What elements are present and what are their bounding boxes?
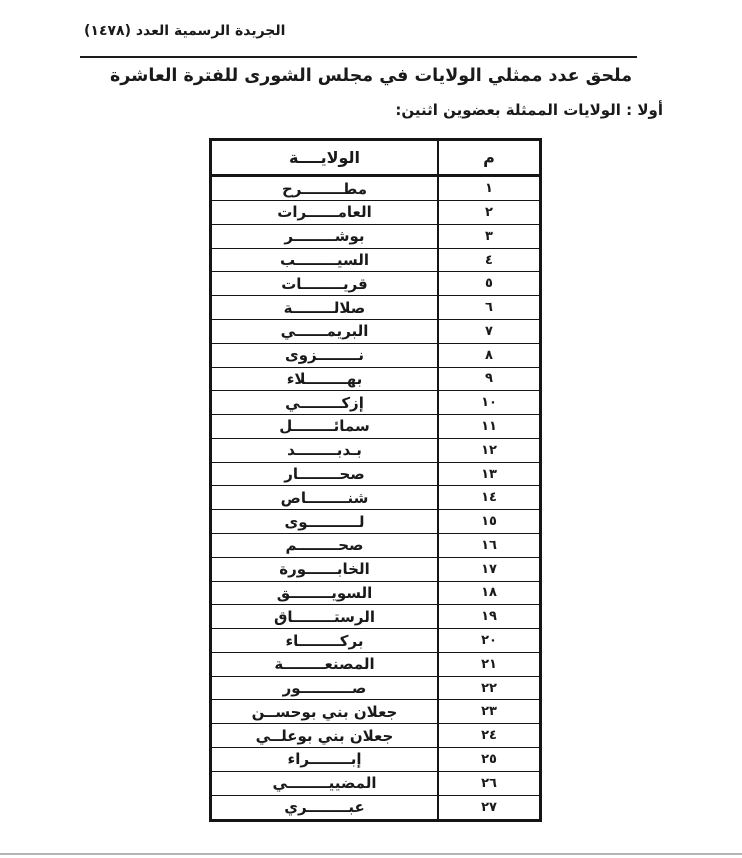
table-row	[211, 700, 541, 724]
row-index-cell: ٢	[438, 201, 541, 225]
page-title: ملحق عدد ممثلي الولايات في مجلس الشورى للفترة العاشرة	[109, 66, 633, 86]
row-state-cell: المضييــــــــي	[211, 771, 439, 795]
row-index-cell: ٤	[438, 248, 541, 272]
table-row	[211, 201, 541, 225]
row-index-cell: ٧	[438, 319, 541, 343]
row-index-cell: ١١	[438, 415, 541, 439]
table-row	[211, 795, 541, 820]
row-state-cell: شنــــــــاص	[211, 486, 439, 510]
row-index-cell: ٨	[438, 343, 541, 367]
row-state-cell: الرستــــــــاق	[211, 605, 439, 629]
table-header-row	[211, 140, 541, 176]
masthead-rule	[80, 56, 637, 58]
row-state-cell: مطــــــــرح	[211, 176, 439, 201]
row-index-cell: ٢١	[438, 652, 541, 676]
table-row	[211, 605, 541, 629]
table-row	[211, 629, 541, 653]
row-index-cell: ٢٦	[438, 771, 541, 795]
row-state-cell: السويــــــــق	[211, 581, 439, 605]
row-state-cell: بهــــــــلاء	[211, 367, 439, 391]
states-table	[209, 138, 542, 822]
table-row	[211, 581, 541, 605]
footer-rule	[0, 853, 742, 855]
table-row	[211, 319, 541, 343]
row-index-cell: ٩	[438, 367, 541, 391]
row-index-cell: ١٦	[438, 533, 541, 557]
masthead-issue-label: الجريدة الرسمية العدد (١٤٧٨)	[84, 23, 286, 39]
row-state-cell: البريمــــــي	[211, 319, 439, 343]
table-row	[211, 557, 541, 581]
table-row	[211, 367, 541, 391]
table-row	[211, 771, 541, 795]
row-index-cell: ١٧	[438, 557, 541, 581]
row-index-cell: ١٨	[438, 581, 541, 605]
table-row	[211, 176, 541, 201]
row-index-cell: ١	[438, 176, 541, 201]
row-index-cell: ١٥	[438, 510, 541, 534]
row-state-cell: عبــــــــري	[211, 795, 439, 820]
row-index-cell: ٢٥	[438, 748, 541, 772]
row-state-cell: بـدبــــــــد	[211, 438, 439, 462]
row-state-cell: بركــــــــاء	[211, 629, 439, 653]
row-state-cell: جعلان بني بوعلــي	[211, 724, 439, 748]
table-row	[211, 724, 541, 748]
table-row	[211, 748, 541, 772]
row-state-cell: جعلان بني بوحســن	[211, 700, 439, 724]
table-row	[211, 391, 541, 415]
row-index-cell: ١٩	[438, 605, 541, 629]
row-index-cell: ١٠	[438, 391, 541, 415]
table-row	[211, 462, 541, 486]
row-state-cell: صحــــــــم	[211, 533, 439, 557]
section-heading: أولا : الولايات الممثلة بعضوين اثنين:	[395, 101, 663, 119]
row-state-cell: العامــــــرات	[211, 201, 439, 225]
table-head	[211, 140, 541, 176]
row-index-cell: ٣	[438, 224, 541, 248]
table-row	[211, 296, 541, 320]
table-row	[211, 652, 541, 676]
table-row	[211, 343, 541, 367]
row-state-cell: السيــــــــب	[211, 248, 439, 272]
row-state-cell: قريــــــــات	[211, 272, 439, 296]
row-state-cell: نــــــــزوى	[211, 343, 439, 367]
column-header-index: م	[438, 140, 541, 176]
table-row	[211, 224, 541, 248]
row-state-cell: لــــــــــوى	[211, 510, 439, 534]
row-state-cell: المصنعــــــــة	[211, 652, 439, 676]
row-state-cell: بوشــــــــر	[211, 224, 439, 248]
table-row	[211, 272, 541, 296]
table-row	[211, 533, 541, 557]
table-row	[211, 438, 541, 462]
row-index-cell: ١٤	[438, 486, 541, 510]
column-header-state: الولايــــة	[211, 140, 439, 176]
row-index-cell: ٥	[438, 272, 541, 296]
table-body	[211, 176, 541, 821]
row-state-cell: سمائــــــــل	[211, 415, 439, 439]
row-index-cell: ٢٣	[438, 700, 541, 724]
table-row	[211, 415, 541, 439]
table-row	[211, 486, 541, 510]
row-state-cell: الخابــــــورة	[211, 557, 439, 581]
row-index-cell: ٦	[438, 296, 541, 320]
row-index-cell: ١٣	[438, 462, 541, 486]
row-index-cell: ١٢	[438, 438, 541, 462]
row-state-cell: صلالــــــــة	[211, 296, 439, 320]
row-index-cell: ٢٠	[438, 629, 541, 653]
table-row	[211, 510, 541, 534]
table-row	[211, 676, 541, 700]
row-state-cell: إزكــــــــي	[211, 391, 439, 415]
row-index-cell: ٢٢	[438, 676, 541, 700]
row-index-cell: ٢٤	[438, 724, 541, 748]
row-state-cell: صحــــــــار	[211, 462, 439, 486]
row-state-cell: إبــــــــراء	[211, 748, 439, 772]
row-index-cell: ٢٧	[438, 795, 541, 820]
table-row	[211, 248, 541, 272]
row-state-cell: صــــــــــور	[211, 676, 439, 700]
